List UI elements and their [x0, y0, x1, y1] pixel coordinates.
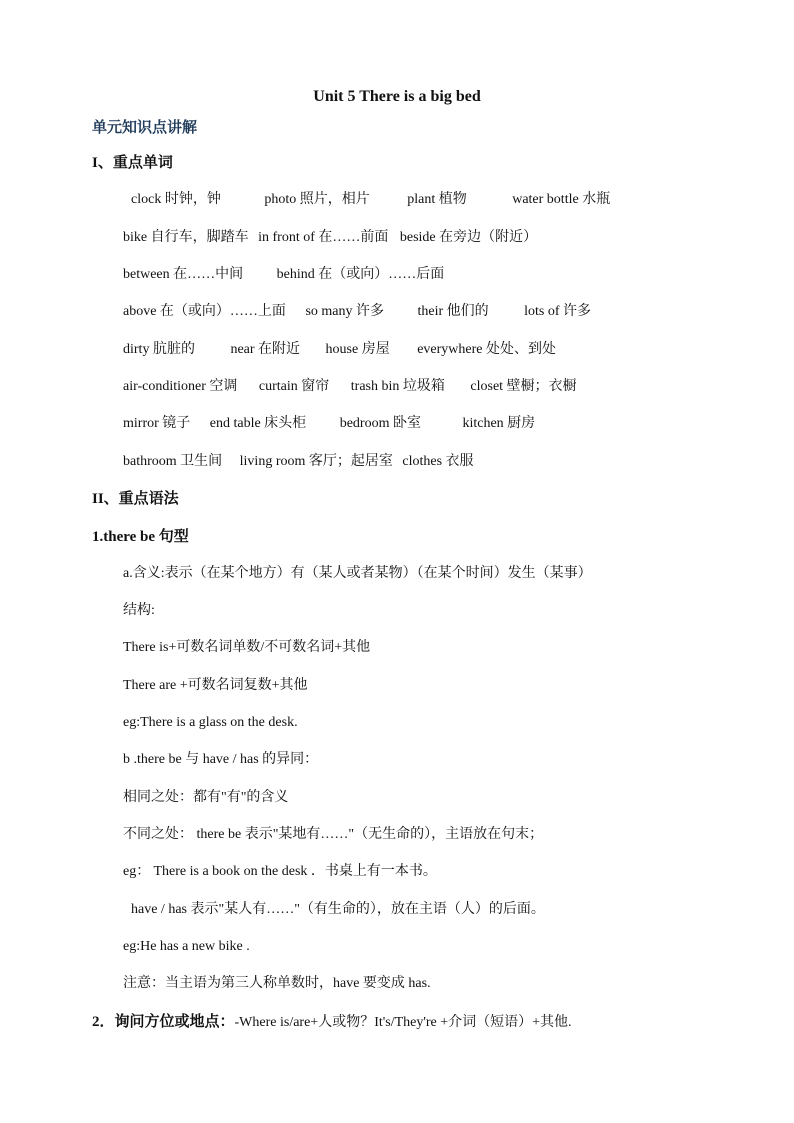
grammar-point-2-text: -Where is/are+人或物？It's/They're +介词（短语）+其他.: [234, 1015, 572, 1030]
vocab-item: between 在……中间: [123, 267, 244, 282]
vocab-item: lots of 许多: [524, 304, 592, 319]
section-heading-vocabulary: I、重点单词: [92, 155, 173, 171]
vocab-item: plant 植物: [407, 192, 467, 207]
section-heading-grammar: II、重点语法: [92, 491, 179, 507]
vocab-item: beside 在旁边（附近）: [399, 230, 538, 245]
grammar-line: eg:He has a new bike .: [123, 939, 250, 954]
vocab-item: bathroom 卫生间: [123, 454, 223, 469]
grammar-line: 结构:: [123, 603, 155, 618]
grammar-point-2: [92, 1012, 572, 1033]
grammar-line: eg:There is a glass on the desk.: [123, 715, 298, 730]
grammar-line: 相同之处：都有"有"的含义: [123, 790, 289, 805]
page-title: Unit 5 There is a big bed: [313, 88, 481, 105]
grammar-line: have / has 表示"某人有……"（有生命的），放在主语（人）的后面。: [131, 902, 545, 917]
grammar-line: 不同之处： there be 表示"某地有……"（无生命的），主语放在句末；: [123, 827, 544, 842]
vocab-item: in front of 在……前面: [258, 230, 389, 245]
vocab-item: photo 照片，相片: [264, 192, 370, 207]
vocab-item: their 他们的: [417, 304, 489, 319]
vocab-row: [123, 302, 591, 322]
vocab-row: [123, 414, 535, 434]
vocab-item: so many 许多: [305, 304, 384, 319]
vocab-item: mirror 镜子: [123, 416, 191, 431]
vocab-item: end table 床头柜: [209, 416, 307, 431]
vocab-row: [123, 377, 577, 397]
vocab-item: living room 客厅；起居室: [239, 454, 393, 469]
subtitle: 单元知识点讲解: [92, 120, 198, 136]
vocab-item: air-conditioner 空调: [123, 379, 238, 394]
vocab-row: [123, 265, 444, 285]
vocab-row: [123, 340, 556, 360]
vocab-item: house 房屋: [325, 342, 390, 357]
vocab-item: bedroom 卧室: [339, 416, 421, 431]
vocab-item: curtain 窗帘: [258, 379, 330, 394]
vocab-row: [131, 190, 610, 210]
grammar-line: There is+可数名词单数/不可数名词+其他: [123, 640, 371, 655]
vocab-item: near 在附近: [230, 342, 301, 357]
grammar-line: 注意：当主语为第三人称单数时，have 要变成 has.: [123, 976, 431, 991]
grammar-point-2-label: 2．询问方位或地点：: [92, 1014, 235, 1030]
vocab-item: closet 壁橱；衣橱: [470, 379, 577, 394]
vocab-item: bike 自行车，脚踏车: [123, 230, 249, 245]
vocab-row: [123, 228, 537, 248]
vocab-item: clock 时钟，钟: [131, 192, 221, 207]
vocab-item: above 在（或向）……上面: [123, 304, 286, 319]
vocab-item: kitchen 厨房: [462, 416, 536, 431]
vocab-item: everywhere 处处、到处: [417, 342, 557, 357]
vocab-item: behind 在（或向）……后面: [276, 267, 445, 282]
grammar-line: There are +可数名词复数+其他: [123, 678, 308, 693]
vocab-item: clothes 衣服: [402, 454, 474, 469]
vocab-item: dirty 肮脏的: [123, 342, 195, 357]
grammar-line: eg： There is a book on the desk ．书桌上有一本书。: [123, 864, 437, 879]
grammar-line: a.含义:表示（在某个地方）有（某人或者某物）（在某个时间）发生（某事）: [123, 566, 592, 581]
vocab-item: water bottle 水瓶: [512, 192, 611, 207]
vocab-row: [123, 452, 474, 472]
grammar-line: b .there be 与 have / has 的异同：: [123, 752, 319, 767]
grammar-subheading: 1.there be 句型: [92, 529, 189, 545]
vocab-item: trash bin 垃圾箱: [350, 379, 445, 394]
